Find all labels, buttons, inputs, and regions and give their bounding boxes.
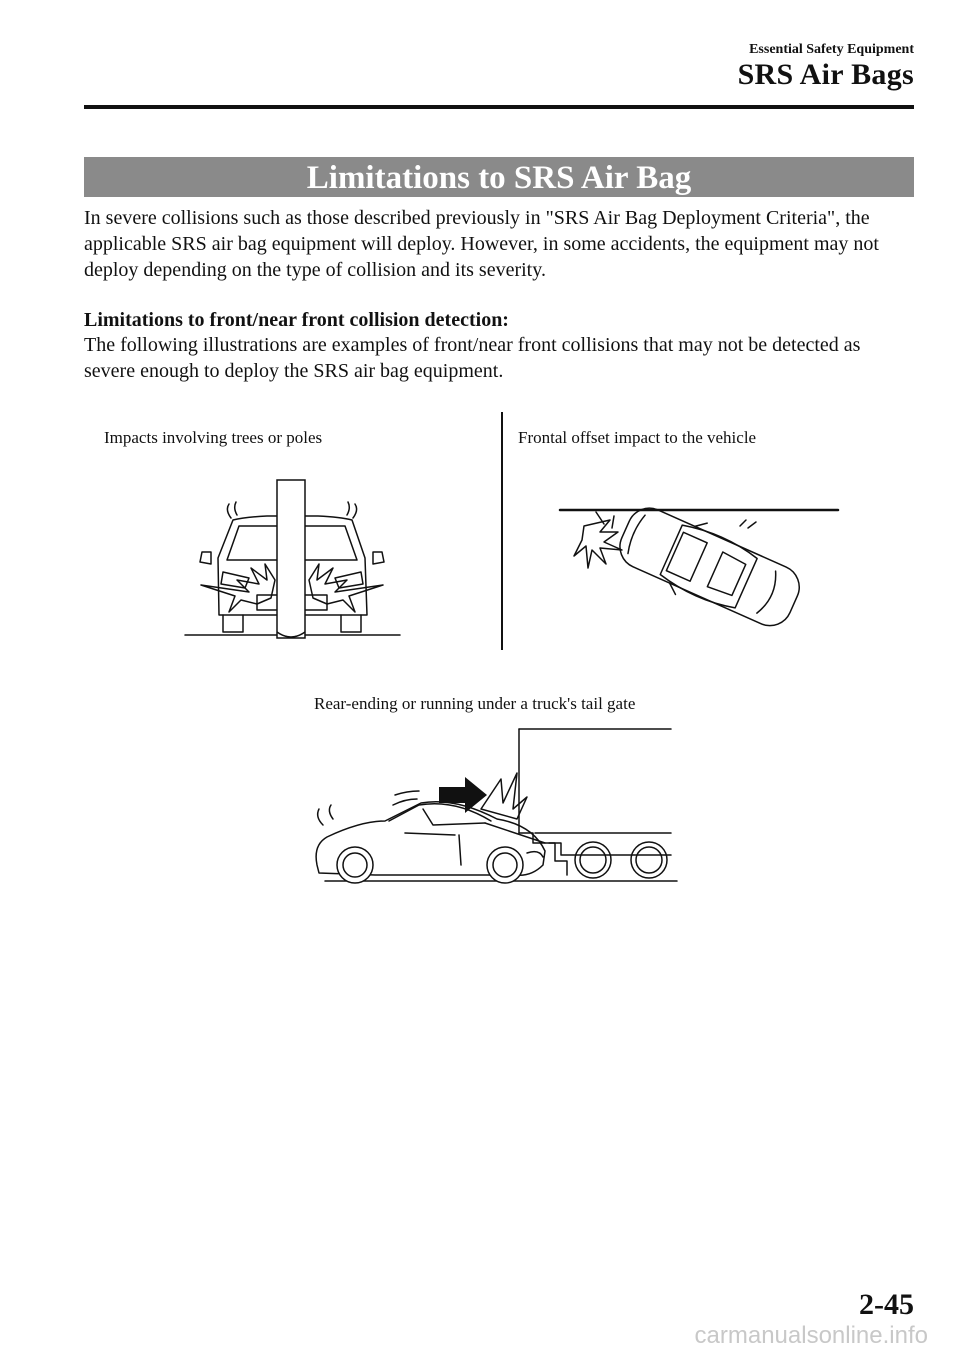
offset-impact-illustration	[560, 498, 840, 648]
description-paragraph: The following illustrations are examples of front/near front collisions that may not be detected as severe enough to deploy the SRS air bag equipment.	[84, 334, 861, 382]
caption-underride: Rear-ending or running under a truck's tail gate	[314, 694, 636, 713]
caption-pole-impact: Impacts involving trees or poles	[104, 428, 323, 447]
header-rule	[84, 105, 914, 109]
caption-offset-impact: Frontal offset impact to the vehicle	[518, 428, 757, 447]
header-title: SRS Air Bags	[737, 58, 914, 91]
watermark: carmanualsonline.info	[694, 1322, 928, 1349]
page-number: 2-45	[859, 1288, 914, 1321]
pole-impact-illustration	[185, 480, 400, 645]
underride-illustration	[305, 725, 680, 890]
illustration-divider	[501, 412, 503, 650]
subheading: Limitations to front/near front collision detection:	[84, 309, 509, 331]
intro-paragraph: In severe collisions such as those described previously in "SRS Air Bag Deployment Criteria", the applicable SRS air bag equipment will deploy. However, in some accidents, the equipment may not deploy depending on the type of collision and its severity.	[84, 207, 879, 281]
header-section-name: Essential Safety Equipment	[749, 42, 914, 57]
section-title-banner: Limitations to SRS Air Bag	[84, 157, 914, 197]
